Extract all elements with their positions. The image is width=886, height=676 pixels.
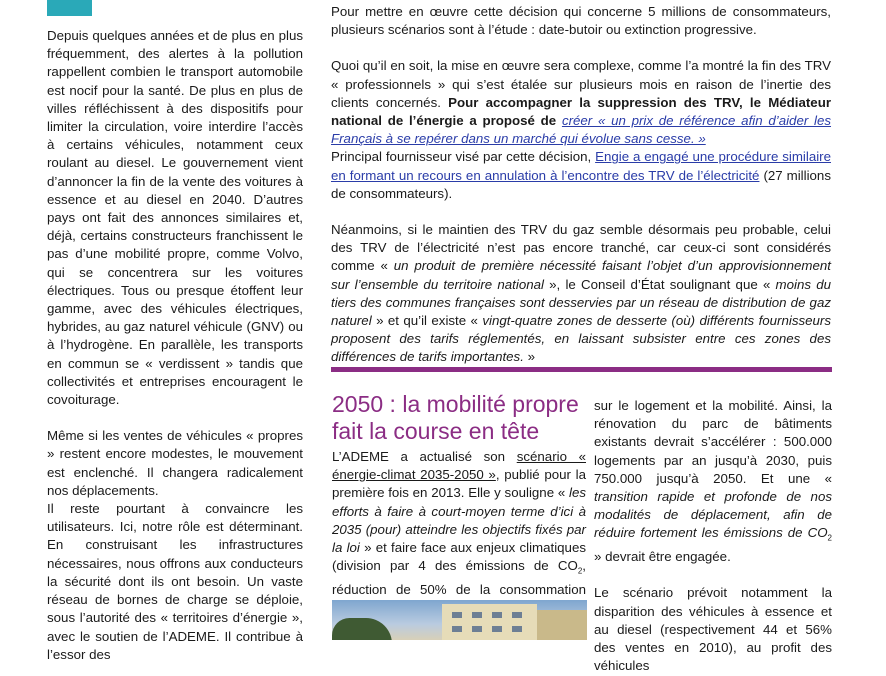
ademe-scenario-link[interactable]: scénario « énergie-climat 2035-2050 »	[332, 449, 586, 483]
ademe-text-c: » et faire face aux enjeux climatiques (division par 4 des émissions de CO	[332, 540, 586, 574]
left-paragraph-1: Depuis quelques années et de plus en plus fréquemment, des alertes à la pollution rappellent combien le transport automobile est nocif pour la santé. De plus en plus de villes réfléchissent à des dispositifs pour limiter la circulation, voire interdire l’accès à certains véhicules, notamment ceux roulant au diesel. Le gouvernement vient d’annoncer la fin de la vente des voitures à essence et au diesel en 2040. D’autres pays ont fait des annonces similaires et, déjà, certains constructeurs franchissent le pas d’une mobilité propre, comme Volvo, qui se concentrera sur les voitures électriques. Tous ou presque étoffent leur gamme, avec des véhicules électriques, hybrides, au gaz naturel véhicule (GNV) ou à l’hydrogène. En parallèle, les transports en commun se « verdissent » tandis que collectivités et entreprises encouragent le covoiturage.	[47, 28, 303, 408]
right-paragraph-3-text-a: Principal fournisseur visé par cette décision,	[331, 149, 596, 165]
co2-subscript: 2	[577, 566, 583, 576]
photo-building-side	[537, 610, 587, 640]
right-paragraph-2-text: Quoi qu’il en soit, la mise en œuvre sera complexe, comme l’a montré la fin des TRV « professionnels » qui s’est étalée sur plusieurs mois en raison de l’inertie des clients concernés.	[331, 58, 831, 110]
section-divider	[331, 367, 832, 372]
right-top-column	[331, 3, 831, 367]
middle-column	[332, 448, 586, 617]
right-paragraph-4	[331, 221, 831, 367]
p4-text-c: » et qu’il existe «	[371, 313, 483, 329]
photo-window	[512, 612, 522, 618]
scenario-quote: transition rapide et profonde de nos modalités de déplacement, afin de réduire fortement les émissions de CO	[594, 489, 832, 541]
photo-window	[472, 626, 482, 632]
photo-tree	[332, 618, 392, 640]
p4-text-b: », le Conseil d’État soulignant que «	[543, 276, 776, 292]
building-photo	[332, 600, 587, 640]
ademe-text-b: , publié pour la première fois en 2013. Elle y souligne «	[332, 467, 586, 501]
ademe-quote: les efforts à faire à court-moyen terme d’ici à 2035 (pour) atteindre les objectifs fixés par la loi	[332, 485, 586, 556]
photo-window	[492, 626, 502, 632]
scenario-text-a: sur le logement et la mobilité. Ainsi, la rénovation du parc de bâtiments existants devrait s’accélérer : 500.000 logements par an jusqu’à 2030, puis 750.000 jusqu’à 2050. Et une «	[594, 398, 832, 486]
mediator-link-text: créer « un prix de référence afin d’aider les Français à se repérer dans un marché qui évolue sans cesse. »	[331, 113, 832, 147]
photo-building	[442, 604, 537, 640]
right-paragraph-3	[331, 148, 831, 203]
p4-quote-3: vingt-quatre zones de desserte (où) différents fournisseurs proposent des tarifs réglementés, en laissant subsister entre ces zones des différences de tarifs importantes.	[331, 313, 831, 365]
scenario-text-b: » devrait être engagée.	[594, 549, 731, 565]
co2-subscript-2: 2	[827, 534, 832, 544]
section-accent-bar	[47, 0, 92, 16]
photo-window	[512, 626, 522, 632]
right-paragraph-2	[331, 57, 831, 148]
right-column	[594, 397, 832, 676]
scenario-paragraph-1	[594, 397, 832, 566]
photo-window	[452, 612, 462, 618]
p4-text-a: Néanmoins, si le maintien des TRV du gaz semble désormais peu probable, celui des TRV de l’électricité n’est pas encore tranché, car ceux-ci sont considérés comme «	[331, 222, 831, 274]
left-paragraph-2: Même si les ventes de véhicules « propres » restent encore modestes, le mouvement est enclenché. Il changera radicalement nos déplacements.	[47, 428, 303, 498]
ademe-paragraph	[332, 448, 586, 617]
left-column	[47, 27, 303, 664]
photo-window	[492, 612, 502, 618]
photo-window	[452, 626, 462, 632]
section-heading: 2050 : la mobilité propre fait la course en tête	[332, 391, 579, 444]
photo-window	[472, 612, 482, 618]
p4-text-d: »	[523, 349, 535, 365]
engie-link[interactable]: Engie a engagé une procédure similaire en formant un recours en annulation à l’encontre des TRV de l’électricité	[331, 149, 831, 183]
left-paragraph-3: Il reste pourtant à convaincre les utilisateurs. Ici, notre rôle est déterminant. En construisant les infrastructures nécessaires, nous offrons aux conducteurs la sécurité dont ils ont besoin. Un vaste réseau de bornes de charge se déploie, sous l’autorité des « territoires d’énergie », avec le soutien de l’ADEME. Il contribue à l’essor des	[47, 501, 303, 662]
mediator-bold-text: Pour accompagner la suppression des TRV, le Médiateur national de l’énergie a proposé de	[331, 94, 831, 129]
ademe-text-d: , réduction de 50% de la consommation	[332, 558, 586, 598]
right-paragraph-1: Pour mettre en œuvre cette décision qui concerne 5 millions de consommateurs, plusieurs scénarios sont à l’étude : date-butoir ou extinction progressive.	[331, 4, 831, 38]
ademe-text-a: L’ADEME a actualisé son	[332, 449, 517, 464]
scenario-paragraph-2: Le scénario prévoit notamment la disparition des véhicules à essence et au diesel (respectivement 44 et 56% des ventes en 2010), au profit des véhicules	[594, 585, 832, 674]
p4-quote-2: moins du tiers des communes françaises sont desservies par un réseau de distribution de gaz naturel	[331, 276, 831, 329]
p4-quote-1: un produit de première nécessité faisant l’objet d’un approvisionnement sur l’ensemble du territoire national	[331, 258, 831, 292]
right-paragraph-3-text-b: (27 millions de consommateurs).	[331, 167, 831, 201]
